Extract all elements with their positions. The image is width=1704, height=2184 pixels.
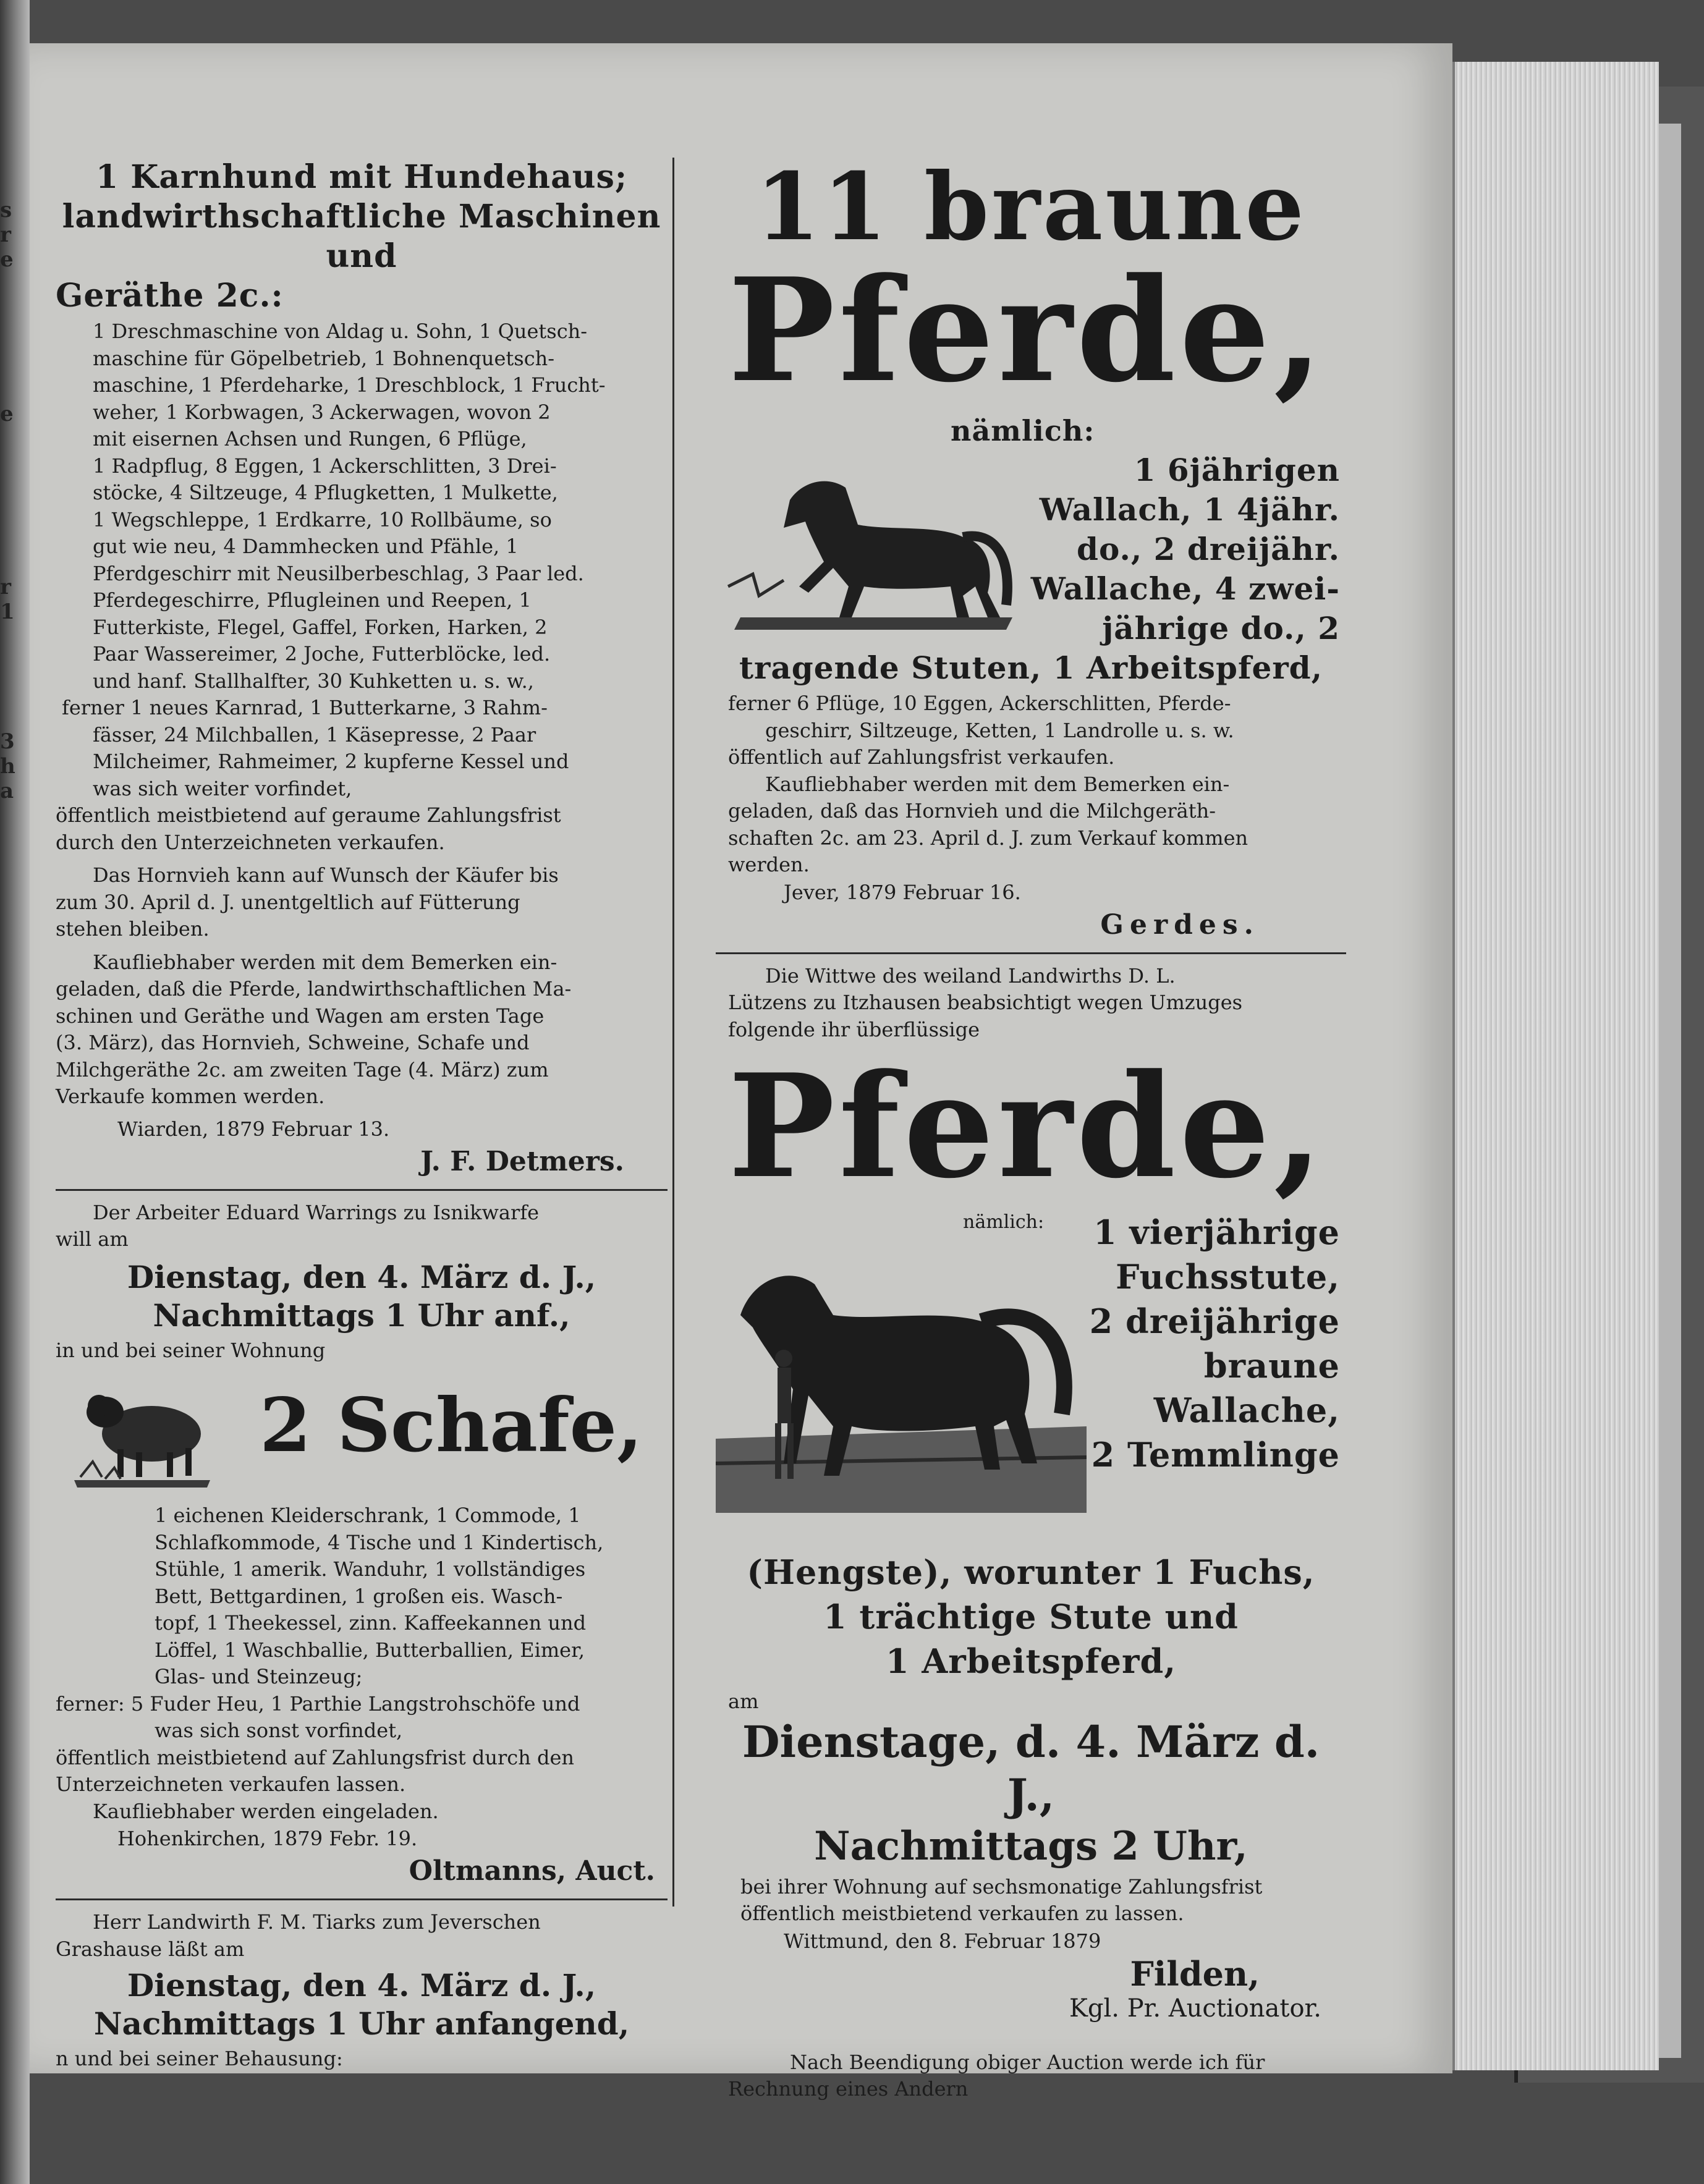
ad-title-big: 11 braune xyxy=(755,153,1307,261)
text-line: Milcheimer, Rahmeimer, 2 kupferne Kessel und xyxy=(93,750,569,773)
text-line: was sich weiter vorfindet, xyxy=(93,776,352,800)
newspaper-page xyxy=(30,43,1452,2101)
margin-letter: r xyxy=(0,222,11,247)
text-line: 1 6jährigen xyxy=(1134,452,1340,488)
horse-woodcut-image xyxy=(716,463,1025,642)
margin-letter: 3 xyxy=(0,729,15,754)
text-line: zum 30. April d. J. unentgeltlich auf Fütterung xyxy=(56,890,520,914)
subheading: nämlich: xyxy=(963,1211,1045,1233)
ad3-intro xyxy=(56,1909,668,1963)
dateline: Wiarden, 1879 Februar 13. xyxy=(117,1117,390,1141)
ad1-horse-list xyxy=(994,451,1340,648)
text-line: 1 Dreschmaschine von Aldag u. Sohn, 1 Quetsch- xyxy=(93,320,588,343)
text-line: öffentlich meistbietend auf geraume Zahlungsfrist xyxy=(56,803,561,827)
text-line: geladen, daß die Pferde, landwirthschaftlichen Ma- xyxy=(56,977,572,1001)
text-line: do., 2 dreijähr. xyxy=(1077,531,1340,567)
margin-letter: s xyxy=(0,198,12,222)
headline: Nachmittags 2 Uhr, xyxy=(814,1822,1248,1869)
headline: Dienstage, d. 4. März d. J., xyxy=(742,1716,1320,1821)
text-line: gut wie neu, 4 Dammhecken und Pfähle, 1 xyxy=(93,535,519,558)
ad-title-giant: Pferde, xyxy=(728,247,1327,414)
text-line: ferner: 5 Fuder Heu, 1 Parthie Langstrohschöfe und xyxy=(56,1691,580,1716)
column-divider xyxy=(672,158,674,1907)
text-line: Grashause läßt am xyxy=(56,1937,245,1961)
text-line: tragende Stuten, 1 Arbeitspferd, xyxy=(739,650,1323,686)
text-line: 2 Temmlinge xyxy=(1091,1435,1340,1475)
text-line: folgende ihr überflüssige xyxy=(728,1017,980,1041)
headline: Dienstag, den 4. März d. J., xyxy=(127,1258,596,1295)
text-line: Das Hornvieh kann auf Wunsch der Käufer bis xyxy=(93,863,559,887)
text-line: will am xyxy=(56,1227,129,1251)
dateline: Jever, 1879 Februar 16. xyxy=(784,880,1021,904)
text-line: Glas- und Steinzeug; xyxy=(155,1665,363,1688)
separator-rule xyxy=(716,952,1346,954)
left-column xyxy=(56,158,668,2073)
text-line: schinen und Geräthe und Wagen am ersten Tage xyxy=(56,1004,545,1028)
ad2-head xyxy=(56,1258,668,1335)
ad1-paragraph-2 xyxy=(56,862,668,943)
text-line: stehen bleiben. xyxy=(56,917,210,941)
text-line: mit eisernen Achsen und Rungen, 6 Pflüge, xyxy=(93,427,527,451)
signature: Oltmanns, Auct. xyxy=(409,1855,655,1887)
ad1-body xyxy=(716,690,1346,879)
text-line: maschine für Göpelbetrieb, 1 Bohnenquetsch- xyxy=(93,346,555,370)
margin-letter: 1 xyxy=(0,599,15,624)
ad2-horse-list xyxy=(1074,1210,1340,1477)
text-line: Fuchsstute, xyxy=(1116,1257,1340,1297)
signature: Gerdes. xyxy=(1100,908,1260,941)
text-line: ferner 6 Pflüge, 10 Eggen, Ackerschlitten, Pferde- xyxy=(728,692,1231,715)
dateline: Hohenkirchen, 1879 Febr. 19. xyxy=(117,1827,418,1850)
book-gutter-left xyxy=(0,0,30,2184)
text-line: 1 Wegschleppe, 1 Erdkarre, 10 Rollbäume, so xyxy=(93,507,552,531)
text-line: 1 Arbeitspferd, xyxy=(885,1641,1177,1681)
text-line: 1 eichenen Kleiderschrank, 1 Commode, 1 xyxy=(155,1504,581,1527)
headline: Dienstag, den 4. März d. J., xyxy=(127,1967,596,2004)
text-line: durch den Unterzeichneten verkaufen. xyxy=(56,830,445,854)
text-line: 2 dreijährige xyxy=(1089,1302,1340,1341)
text-line: Wallache, 4 zwei- xyxy=(1030,570,1340,607)
text-line: Rechnung eines Andern xyxy=(728,2077,969,2101)
ad1-heading xyxy=(56,158,668,316)
text-line: Kaufliebhaber werden mit dem Bemerken ein- xyxy=(765,772,1230,796)
signature: J. F. Detmers. xyxy=(420,1145,624,1177)
margin-letter: a xyxy=(0,779,14,803)
horse-with-groom-woodcut-image xyxy=(716,1241,1087,1513)
ad1-items xyxy=(56,318,668,856)
text-line: und hanf. Stallhalfter, 30 Kuhketten u. s. w., xyxy=(93,669,534,693)
text-line: geladen, daß das Hornvieh und die Milchgeräth- xyxy=(728,799,1216,823)
text-line: Bett, Bettgardinen, 1 großen eis. Wasch- xyxy=(155,1584,563,1608)
text-line: 1 trächtige Stute und xyxy=(823,1597,1239,1636)
ad3 xyxy=(716,2049,1346,2103)
text-line: Die Wittwe des weiland Landwirths D. L. xyxy=(765,963,1176,988)
heading-line: landwirthschaftliche Maschinen und xyxy=(62,198,661,275)
ad-title-big: 2 Schafe, xyxy=(260,1382,643,1469)
text-line: Kaufliebhaber werden mit dem Bemerken ein- xyxy=(93,950,557,974)
heading-line: 1 Karnhund mit Hundehaus; xyxy=(95,158,628,196)
ad2-head xyxy=(716,1716,1346,1871)
text-line: 1 vierjährige xyxy=(1093,1213,1340,1252)
heading-line: Geräthe 2c.: xyxy=(56,277,284,315)
text-line: was sich sonst vorfindet, xyxy=(155,1719,403,1742)
text-line: Wallach, 1 4jähr. xyxy=(1039,491,1340,528)
text-line: braune xyxy=(1203,1346,1340,1386)
text-line: bei ihrer Wohnung auf sechsmonatige Zahlungsfrist xyxy=(740,1874,1263,1898)
text-line: schaften 2c. am 23. April d. J. zum Verkauf kommen xyxy=(728,826,1248,850)
text-line: Pferdgeschirr mit Neusilberbeschlag, 3 Paar led. xyxy=(93,561,584,585)
text-line: jährige do., 2 xyxy=(1102,610,1340,646)
text-line: Der Arbeiter Eduard Warrings zu Isnikwarfe xyxy=(93,1200,540,1224)
headline: Nachmittags 1 Uhr anfangend, xyxy=(93,2005,630,2042)
text-line: in und bei seiner Wohnung xyxy=(56,1338,326,1362)
ad2-center-lines xyxy=(716,1550,1346,1683)
signature-title: Kgl. Pr. Auctionator. xyxy=(1069,1994,1321,2023)
ad2-horse-block xyxy=(716,1204,1346,1550)
text-line: Paar Wassereimer, 2 Joche, Futterblöcke, led. xyxy=(93,642,551,666)
signature: Filden, xyxy=(1130,1953,1260,1994)
text-line: Verkaufe kommen werden. xyxy=(56,1085,325,1108)
text-line: öffentlich meistbietend verkaufen zu lassen. xyxy=(740,1902,1184,1925)
text-line: n und bei seiner Behausung: xyxy=(56,2047,343,2070)
text-line: maschine, 1 Pferdeharke, 1 Dreschblock, 1 Frucht- xyxy=(93,373,606,397)
text-line: am xyxy=(728,1690,759,1713)
text-line: Lützens zu Itzhausen beabsichtigt wegen Umzuges xyxy=(728,991,1243,1014)
text-line: Futterkiste, Flegel, Gaffel, Forken, Harken, 2 xyxy=(93,615,548,639)
text-line: stöcke, 4 Siltzeuge, 4 Pflugketten, 1 Mulkette, xyxy=(93,481,558,504)
text-line: Schlafkommode, 4 Tische und 1 Kindertisch, xyxy=(155,1530,604,1554)
text-line: weher, 1 Korbwagen, 3 Ackerwagen, wovon 2 xyxy=(93,400,551,424)
ad2-items xyxy=(56,1502,668,1825)
subheading: nämlich: xyxy=(951,414,1095,447)
right-column xyxy=(716,153,1346,2103)
text-line: Löffel, 1 Waschballie, Butterballien, Eimer, xyxy=(155,1638,585,1662)
text-line: Nach Beendigung obiger Auction werde ich für xyxy=(790,2050,1265,2074)
text-line: Kaufliebhaber werden eingeladen. xyxy=(93,1799,439,1823)
sheep-ad-block xyxy=(56,1370,668,1494)
text-line: Herr Landwirth F. M. Tiarks zum Jeverschen xyxy=(93,1910,541,1934)
margin-letter: h xyxy=(0,754,15,779)
ad-title-giant: Pferde, xyxy=(728,1043,1327,1210)
ad2-intro xyxy=(56,1200,668,1253)
ad1-paragraph-3 xyxy=(56,949,668,1111)
separator-rule xyxy=(56,1189,668,1191)
headline: Nachmittags 1 Uhr anf., xyxy=(153,1297,570,1334)
text-line: geschirr, Siltzeuge, Ketten, 1 Landrolle u. s. w. xyxy=(765,718,1234,742)
sheep-woodcut-image xyxy=(68,1375,216,1489)
text-line: fässer, 24 Milchballen, 1 Käsepresse, 2 Paar xyxy=(93,722,536,747)
text-line: topf, 1 Theekessel, zinn. Kaffeekannen und xyxy=(155,1611,587,1635)
margin-letter: r xyxy=(0,575,11,599)
page-edges xyxy=(1452,62,1659,2070)
ad2-intro xyxy=(716,963,1346,1044)
text-line: öffentlich meistbietend auf Zahlungsfrist durch den xyxy=(56,1745,575,1769)
ad3-head xyxy=(56,1966,668,2043)
dateline: Wittmund, den 8. Februar 1879 xyxy=(784,1929,1101,1953)
text-line: (3. März), das Hornvieh, Schweine, Schafe und xyxy=(56,1031,530,1054)
text-line: Stühle, 1 amerik. Wanduhr, 1 vollständiges xyxy=(155,1557,586,1581)
text-line: 1 Radpflug, 8 Eggen, 1 Ackerschlitten, 3 Drei- xyxy=(93,454,557,478)
ad1-horse-block xyxy=(716,451,1346,648)
text-line: werden. xyxy=(728,853,810,876)
text-line: Pferdegeschirre, Pflugleinen und Reepen, 1 xyxy=(93,588,532,612)
text-line: (Hengste), worunter 1 Fuchs, xyxy=(747,1552,1315,1592)
text-line: ferner 1 neues Karnrad, 1 Butterkarne, 3 Rahm- xyxy=(62,696,548,719)
separator-rule xyxy=(56,1898,668,1900)
text-line: Unterzeichneten verkaufen lassen. xyxy=(56,1772,406,1796)
text-line: öffentlich auf Zahlungsfrist verkaufen. xyxy=(728,745,1115,769)
ad2-body xyxy=(716,1874,1346,1928)
text-line: Milchgeräthe 2c. am zweiten Tage (4. März) zum xyxy=(56,1057,549,1081)
margin-letter: e xyxy=(0,402,14,426)
text-line: Wallache, xyxy=(1153,1390,1340,1430)
margin-letter: e xyxy=(0,247,14,272)
